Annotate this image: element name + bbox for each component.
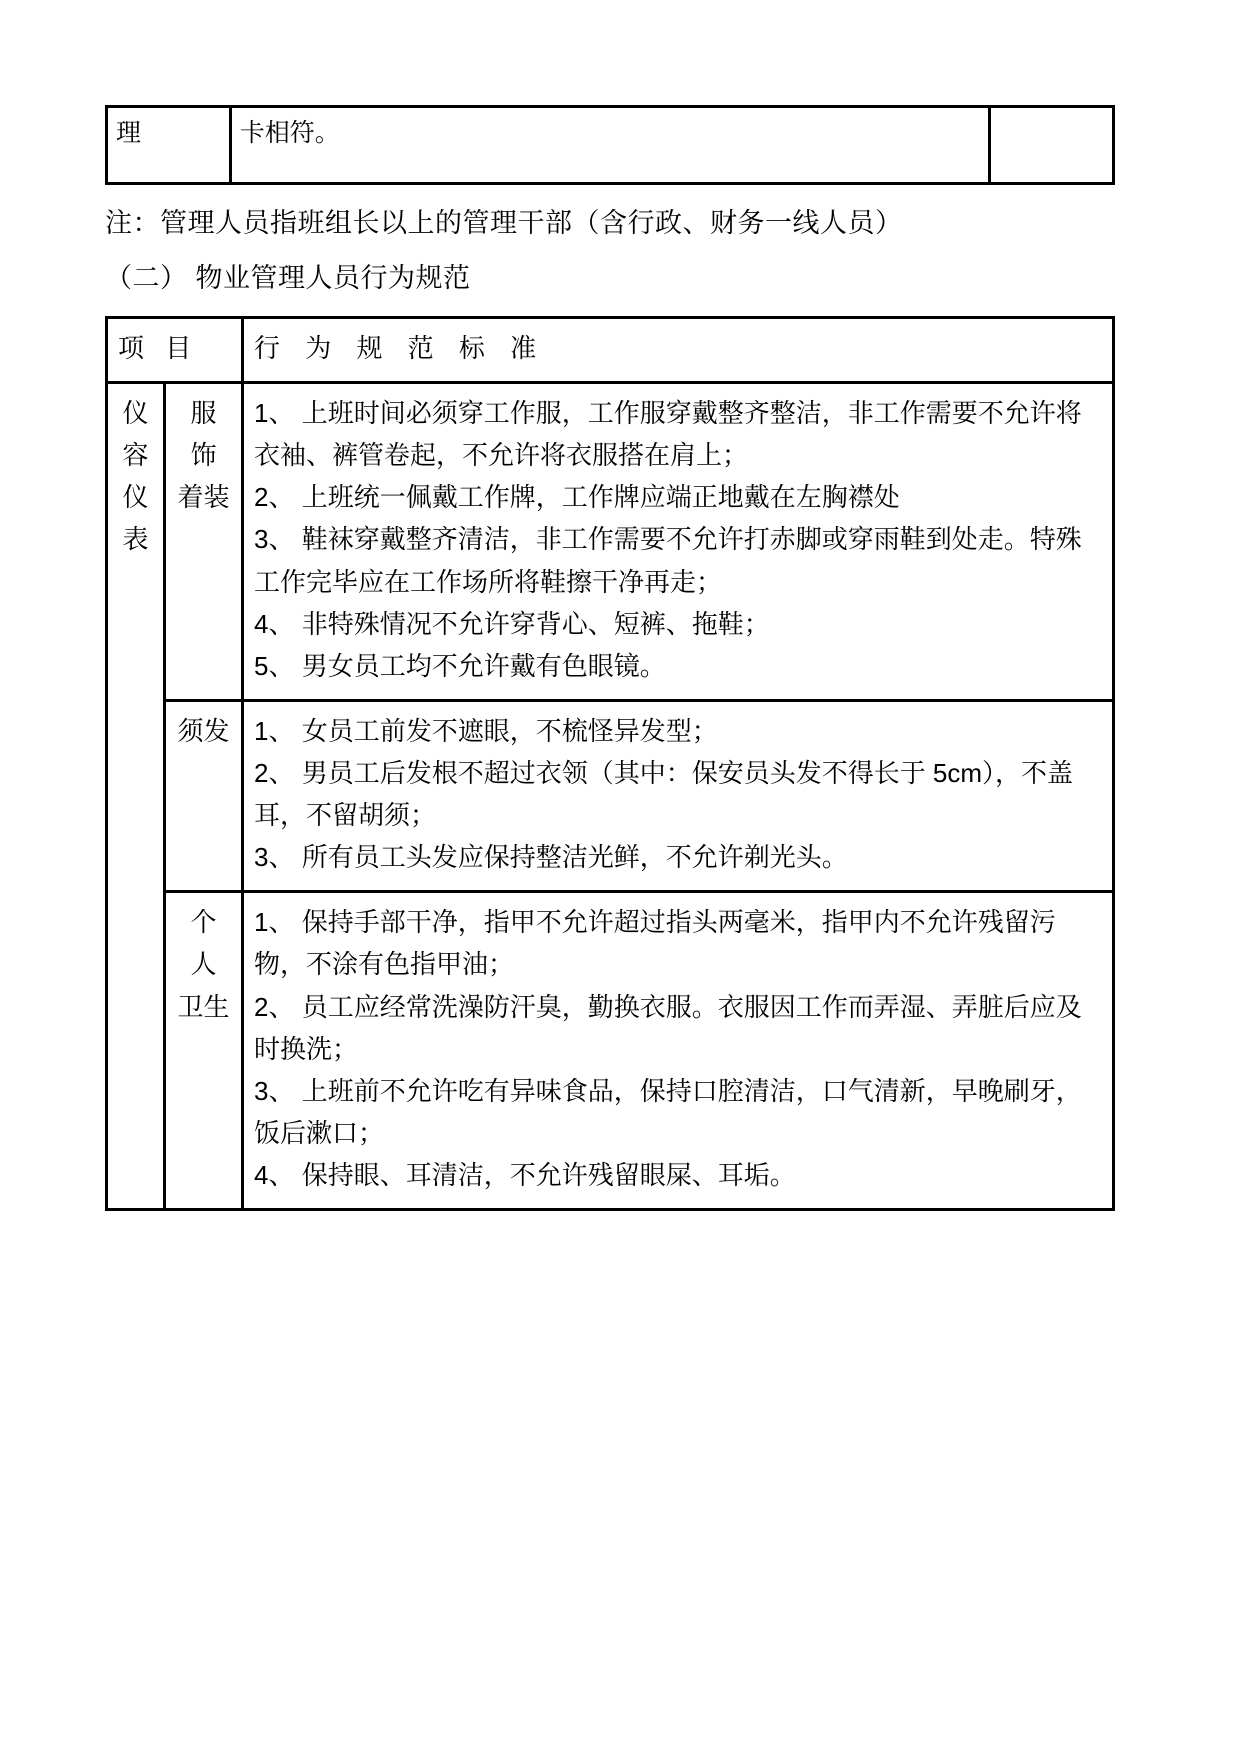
rule-item: 3、 鞋袜穿戴整齐清洁，非工作需要不允许打赤脚或穿雨鞋到处走。特殊工作完毕应在工作场所将鞋擦干净再走； [254, 524, 1082, 597]
rule-item: 5、 男女员工均不允许戴有色眼镜。 [254, 650, 666, 681]
rule-item: 4、 保持眼、耳清洁，不允许残留眼屎、耳垢。 [254, 1159, 796, 1190]
fragment-table [105, 105, 1115, 185]
fragment-cell-empty [990, 107, 1114, 184]
table-header-row [107, 318, 1114, 383]
rule-item: 1、 保持手部干净，指甲不允许超过指头两毫米，指甲内不允许残留污物，不涂有色指甲油； [254, 907, 1056, 980]
rule-item: 2、 员工应经常洗澡防汗臭，勤换衣服。衣服因工作而弄湿、弄脏后应及时换洗； [254, 991, 1082, 1064]
rule-item: 1、 上班时间必须穿工作服，工作服穿戴整齐整洁，非工作需要不允许将衣袖、裤管卷起，不允许将衣服搭在肩上； [254, 398, 1082, 471]
section-title: （二） 物业管理人员行为规范 [105, 262, 471, 293]
rules-dress [243, 383, 1114, 701]
sub-label-dress-line2: 着装 [177, 482, 230, 513]
row-label-char-2: 容 [122, 440, 149, 471]
behavior-standard-table [105, 316, 1115, 1211]
rule-item: 1、 女员工前发不遮眼，不梳怪异发型； [254, 715, 718, 746]
sub-label-dress [165, 383, 243, 701]
table-row-hygiene [107, 892, 1114, 1210]
row-label-char-3: 仪 [122, 482, 149, 513]
sub-label-hygiene-line1: 个 人 [190, 907, 217, 980]
sub-label-hair [165, 700, 243, 891]
row-label-appearance [107, 383, 165, 1210]
table-row [107, 107, 1114, 184]
rule-item: 3、 上班前不允许吃有异味食品，保持口腔清洁，口气清新，早晚刷牙，饭后漱口； [254, 1075, 1082, 1148]
rule-item: 4、 非特殊情况不允许穿背心、短裤、拖鞋； [254, 608, 770, 639]
sub-label-hygiene [165, 892, 243, 1210]
rules-hair [243, 700, 1114, 891]
row-label-char-4: 表 [122, 524, 149, 555]
sub-label-dress-line1: 服 饰 [190, 398, 217, 471]
row-label-char-1: 仪 [122, 398, 149, 429]
rule-item: 2、 男员工后发根不超过衣领（其中：保安员头发不得长于 5cm），不盖耳，不留胡须； [254, 757, 1074, 831]
table-row-hair [107, 700, 1114, 891]
table-row-dress [107, 383, 1114, 701]
sub-label-hair-line1: 须发 [177, 715, 230, 746]
fragment-cell-text: 卡相符。 [230, 107, 990, 184]
header-item: 项 目 [107, 318, 243, 383]
page-content [105, 105, 1115, 1211]
rule-item: 3、 所有员工头发应保持整洁光鲜，不允许剃光头。 [254, 842, 848, 873]
rule-item: 2、 上班统一佩戴工作牌，工作牌应端正地戴在左胸襟处 [254, 482, 900, 513]
sub-label-hygiene-line2: 卫生 [177, 991, 230, 1022]
note-line: 注：管理人员指班组长以上的管理干部（含行政、财务一线人员） [105, 208, 903, 238]
fragment-cell-item: 理 [107, 107, 231, 184]
header-standard: 行 为 规 范 标 准 [243, 318, 1114, 383]
rules-hygiene [243, 892, 1114, 1210]
